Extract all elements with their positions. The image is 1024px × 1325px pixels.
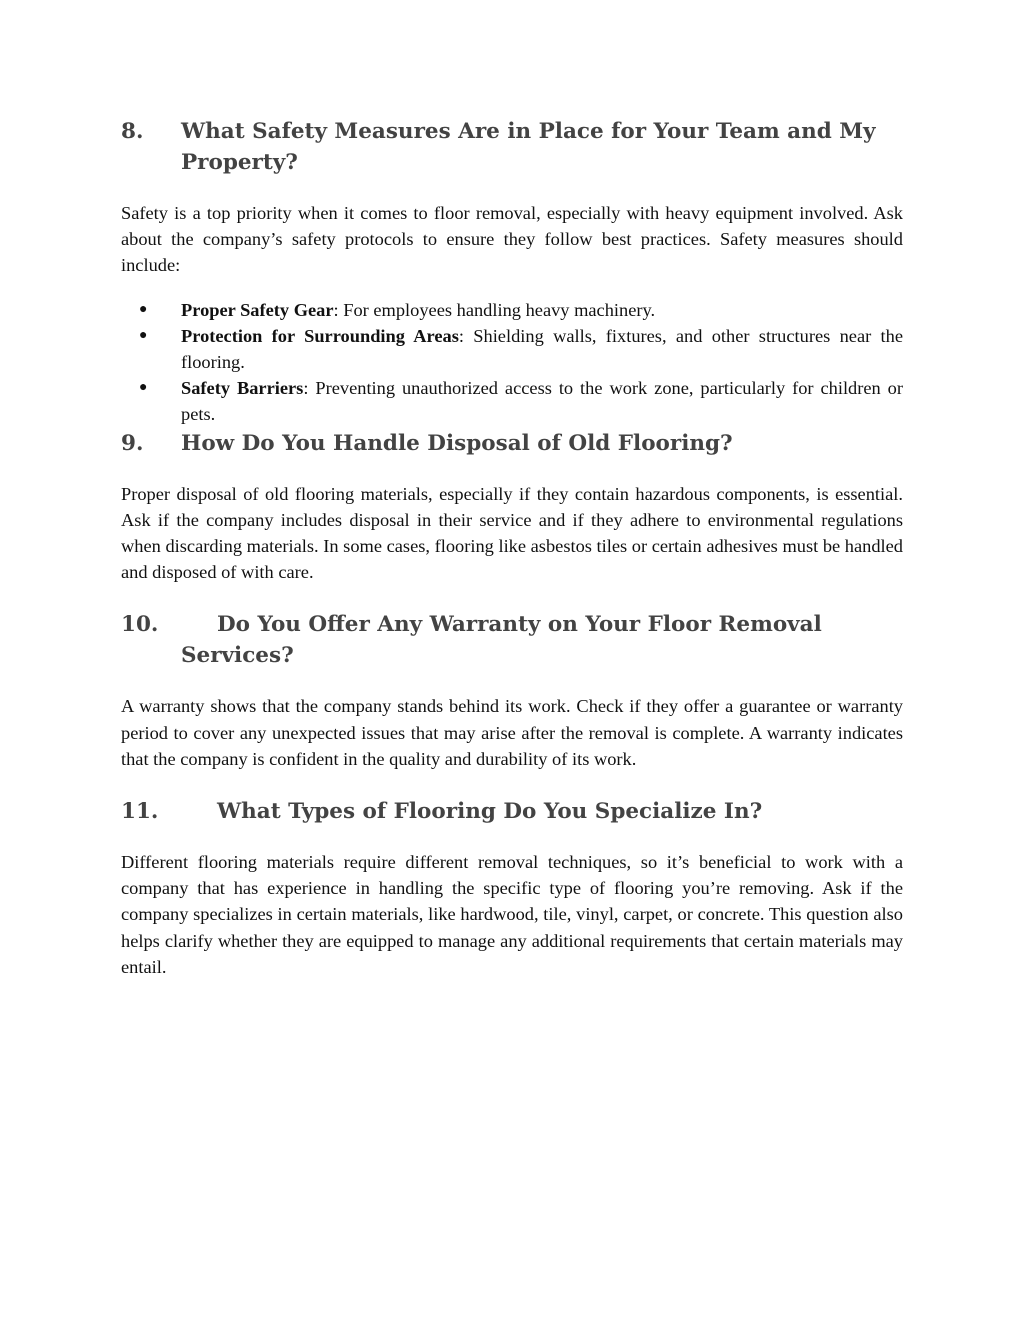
bullet-icon: ● [139,301,148,317]
section-10-number: 10. [121,612,159,638]
section-10-heading [121,609,903,671]
list-item [121,297,903,323]
list-item-term: Proper Safety Gear [181,299,334,320]
section-8-paragraph: Safety is a top priority when it comes to floor removal, especially with heavy equipment involved. Ask about the company’s safety protocols to ensure they follow best practices. Safety measures should include: [121,203,903,276]
section-11-heading [121,796,903,827]
section-8-title: What Safety Measures Are in Place for Your Team and My Property? [181,119,876,175]
list-item [121,375,903,427]
bullet-icon: ● [139,380,148,396]
list-item-text: : Shielding walls, fixtures, and other structures near the flooring. [181,325,903,373]
section-11-paragraph: Different flooring materials require different removal techniques, so it’s beneficial to work with a company that has experience in handling the specific type of flooring you’re removing. Ask if the company specializes in certain materials, like hardwood, tile, vinyl, carpet, or concrete. This question also helps clarify whether they are equipped to manage any additional requirements that certain materials may entail. [121,852,903,977]
list-item-term: Safety Barriers [181,378,304,399]
list-item [121,323,903,375]
list-item-text: : Preventing unauthorized access to the work zone, particularly for children or pets. [181,378,903,425]
section-9-number: 9. [121,430,144,456]
section-11-title: What Types of Flooring Do You Specialize In? [217,799,763,825]
section-9-title: How Do You Handle Disposal of Old Flooring? [181,430,733,456]
section-9-heading [121,428,903,459]
section-8-number: 8. [121,119,144,144]
section-11-number: 11. [121,799,159,825]
section-8-heading [121,116,903,178]
list-item-text: : For employees handling heavy machinery. [333,299,656,320]
section-10-paragraph: A warranty shows that the company stands behind its work. Check if they offer a guarantee or warranty period to cover any unexpected issues that may arise after the removal is complete. A warranty indicates that the company is confident in the quality and durability of its work. [121,696,903,769]
document-content [121,116,903,980]
section-10-title: Do You Offer Any Warranty on Your Floor Removal Services? [181,612,822,669]
bullet-icon: ● [139,327,148,343]
safety-measures-list [121,297,903,428]
section-9-paragraph: Proper disposal of old flooring materials, especially if they contain hazardous components, is essential. Ask if the company includes disposal in their service and if they adhere to environmental regulations when discarding materials. In some cases, flooring like asbestos tiles or certain adhesives must be handled and disposed of with care. [121,483,903,583]
list-item-term: Protection for Surrounding Areas [181,325,459,346]
